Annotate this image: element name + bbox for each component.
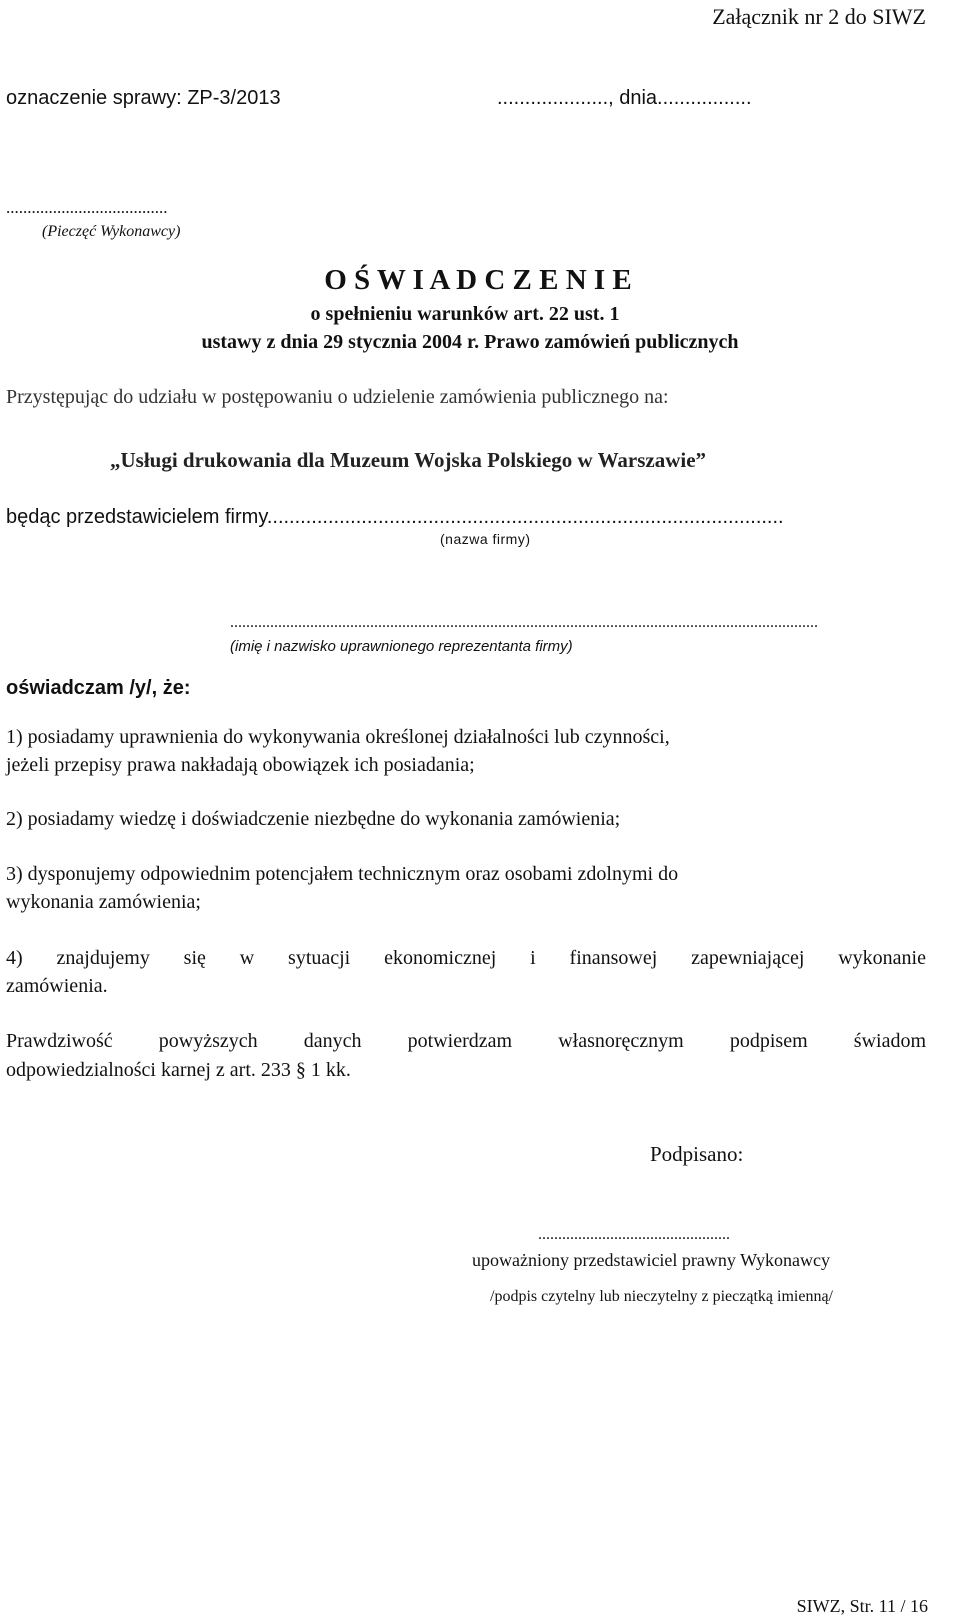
truth-line-1: Prawdziwość powyższych danych potwierdzam własnoręcznym podpisem świadom bbox=[6, 1030, 926, 1052]
item-4-line-1: 4) znajdujemy się w sytuacji ekonomicznej i finansowej zapewniającej wykonanie bbox=[6, 947, 926, 969]
representative-caption: (imię i nazwisko uprawnionego reprezentanta firmy) bbox=[230, 638, 573, 655]
signature-role: upoważniony przedstawiciel prawny Wykonawcy bbox=[472, 1250, 830, 1270]
item-3-line-1: 3) dysponujemy odpowiednim potencjałem technicznym oraz osobami zdolnymi do bbox=[6, 863, 679, 885]
stamp-label: (Pieczęć Wykonawcy) bbox=[42, 223, 181, 240]
stamp-dots: ...................................... bbox=[6, 198, 168, 217]
item-1-line-2: jeżeli przepisy prawa nakładają obowiązek ich posiadania; bbox=[6, 754, 475, 776]
attachment-label: Załącznik nr 2 do SIWZ bbox=[712, 4, 926, 29]
intro-text: Przystępując do udziału w postępowaniu o udzielenie zamówienia publicznego na: bbox=[6, 386, 669, 408]
declaration-heading: oświadczam /y/, że: bbox=[6, 677, 191, 699]
company-caption: (nazwa firmy) bbox=[440, 531, 531, 547]
case-reference: oznaczenie sprawy: ZP-3/2013 bbox=[6, 87, 281, 109]
item-3-line-2: wykonania zamówienia; bbox=[6, 891, 201, 913]
date-line: ...................., dnia................. bbox=[497, 87, 752, 109]
declaration-subtitle-1: o spełnieniu warunków art. 22 ust. 1 bbox=[310, 303, 620, 325]
representative-dots: ................................................................................................................................................... bbox=[230, 614, 818, 631]
signature-dots: ................................................ bbox=[538, 1226, 730, 1243]
page-number: SIWZ, Str. 11 / 16 bbox=[796, 1596, 928, 1616]
item-1-line-1: 1) posiadamy uprawnienia do wykonywania określonej działalności lub czynności, bbox=[6, 726, 670, 748]
item-2: 2) posiadamy wiedzę i doświadczenie niezbędne do wykonania zamówienia; bbox=[6, 808, 621, 830]
signature-label: Podpisano: bbox=[650, 1142, 744, 1166]
truth-line-2: odpowiedzialności karnej z art. 233 § 1 kk. bbox=[6, 1059, 351, 1081]
declaration-title: O Ś W I A D C Z E N I E bbox=[324, 264, 632, 296]
company-line: będąc przedstawicielem firmy............................................................................................. bbox=[6, 506, 784, 528]
declaration-subtitle-2: ustawy z dnia 29 stycznia 2004 r. Prawo zamówień publicznych bbox=[201, 331, 739, 353]
item-4-line-2: zamówienia. bbox=[6, 975, 108, 997]
contract-subject: „Usługi drukowania dla Muzeum Wojska Polskiego w Warszawie” bbox=[110, 448, 707, 472]
signature-note: /podpis czytelny lub nieczytelny z pieczątką imienną/ bbox=[490, 1288, 833, 1305]
